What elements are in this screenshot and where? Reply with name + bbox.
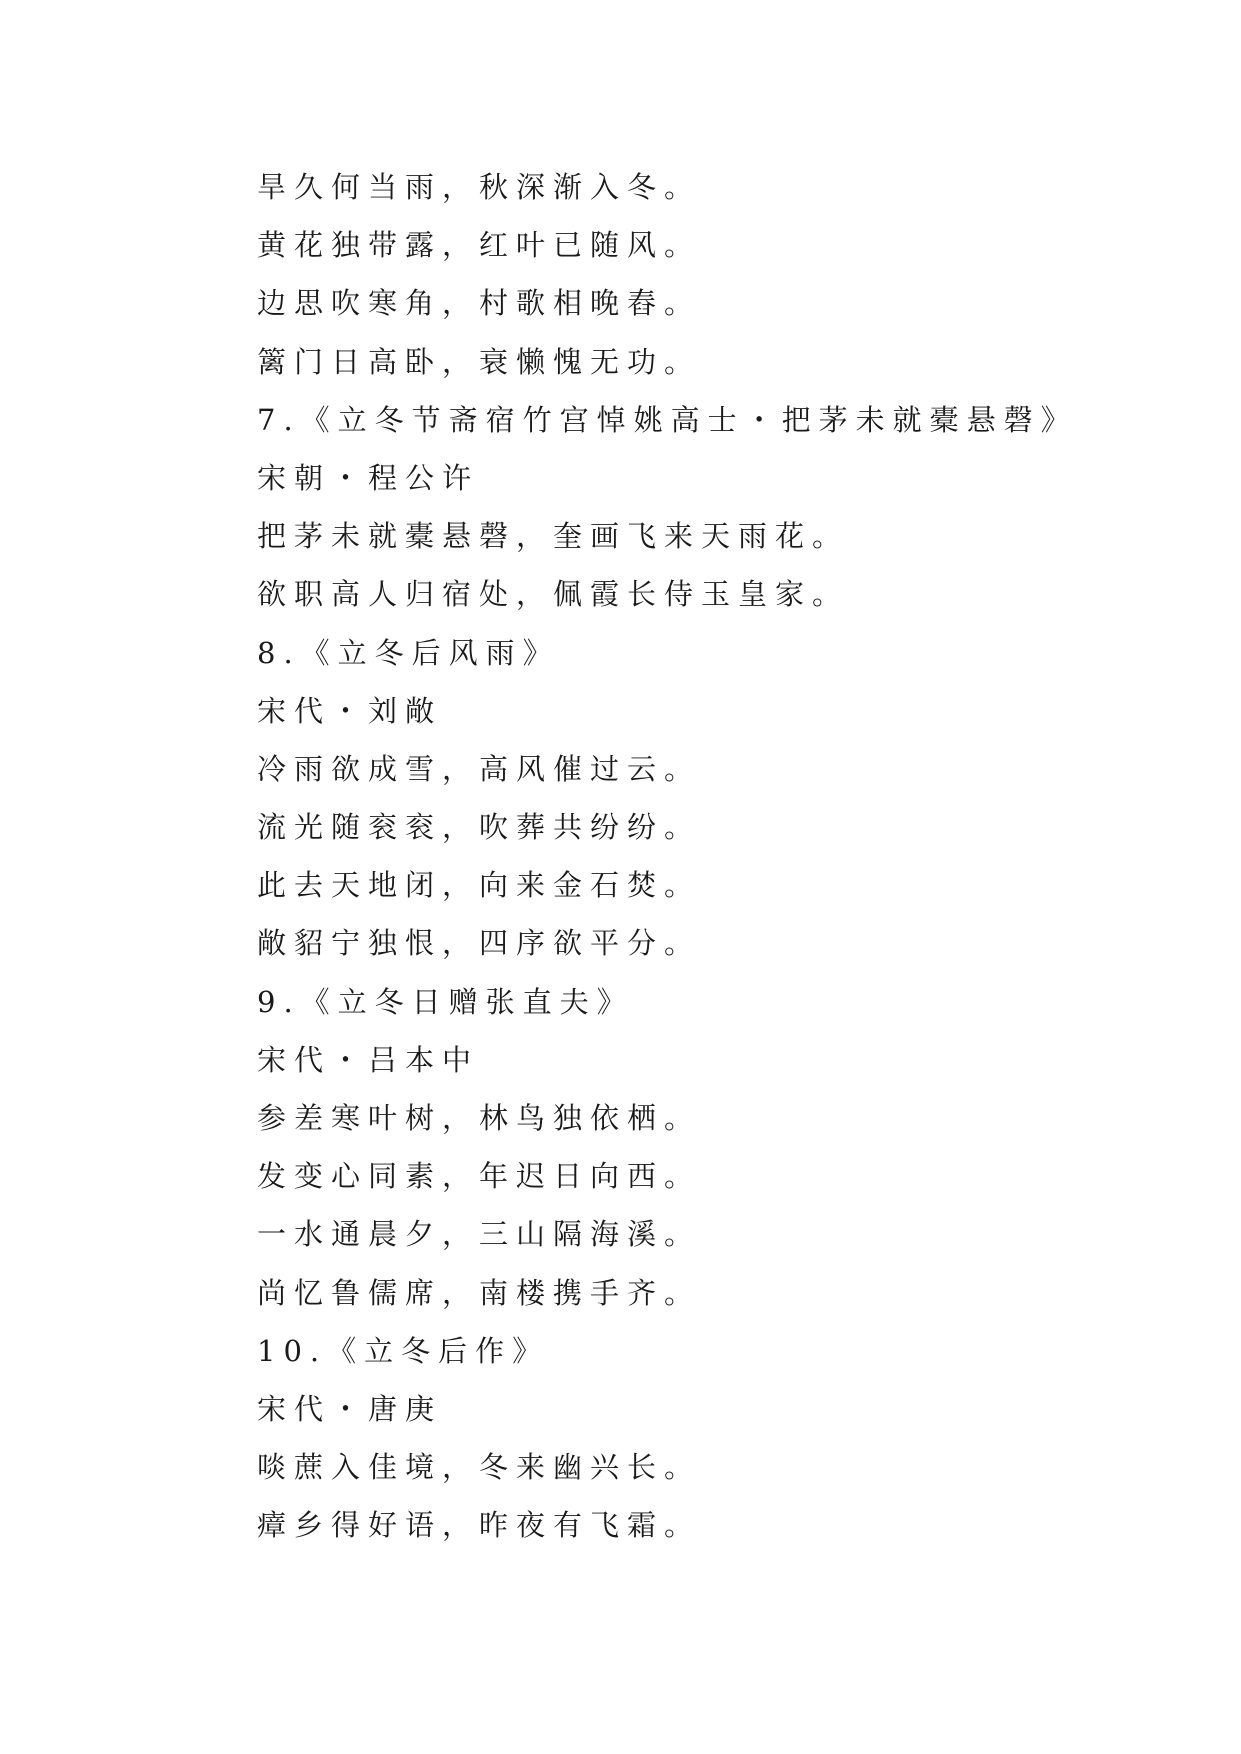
poem-author: 宋代・吕本中	[257, 1042, 480, 1077]
poem-title: 7.《立冬节斋宿竹宫悼姚高士・把茅未就橐悬磬》	[257, 402, 1078, 437]
poem-text-block	[257, 158, 1157, 1555]
poem-line: 啖蔗入佳境，冬来幽兴长。	[257, 1450, 702, 1485]
poem-line: 敞貂宁独恨，四序欲平分。	[257, 926, 702, 961]
poem-author: 宋代・刘敞	[257, 693, 443, 728]
poem-line: 篱门日高卧，衰懒愧无功。	[257, 344, 702, 379]
poem-line: 冷雨欲成雪，高风催过云。	[257, 751, 702, 786]
poem-line: 欲职高人归宿处，佩霞长侍玉皇家。	[257, 577, 850, 612]
poem-line: 边思吹寒角，村歌相晚舂。	[257, 286, 702, 321]
poem-title: 10.《立冬后作》	[257, 1333, 550, 1368]
poem-line: 发变心同素，年迟日向西。	[257, 1159, 702, 1194]
poem-author: 宋代・唐庚	[257, 1391, 443, 1426]
poem-title: 8.《立冬后风雨》	[257, 635, 560, 670]
poem-line: 一水通晨夕，三山隔海溪。	[257, 1217, 702, 1252]
poem-line: 尚忆鲁儒席，南楼携手齐。	[257, 1275, 702, 1310]
poem-line: 瘴乡得好语，昨夜有飞霜。	[257, 1508, 702, 1543]
poem-line: 参差寒叶树，林鸟独依栖。	[257, 1101, 702, 1135]
poem-line: 黄花独带露，红叶已随风。	[257, 228, 702, 263]
poem-line: 此去天地闭，向来金石焚。	[257, 868, 702, 903]
poem-title: 9.《立冬日赠张直夫》	[257, 984, 634, 1019]
poem-line: 旱久何当雨，秋深渐入冬。	[257, 170, 702, 204]
poem-line: 把茅未就橐悬磬，奎画飞来天雨花。	[257, 519, 850, 554]
poem-line: 流光随衮衮，吹葬共纷纷。	[257, 810, 702, 845]
poem-author: 宋朝・程公许	[257, 460, 480, 495]
